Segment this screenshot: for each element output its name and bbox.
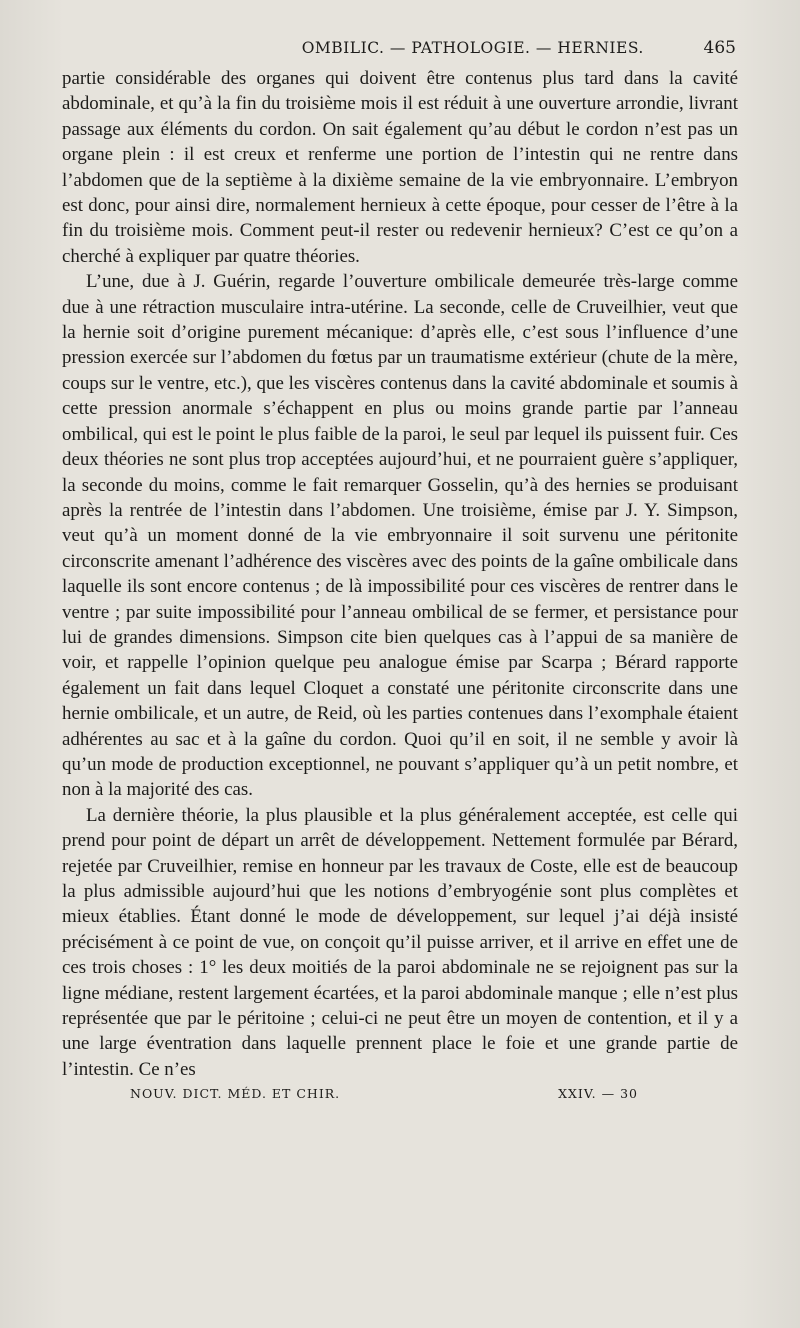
paragraph: La dernière théorie, la plus plausible et la plus généralement acceptée, est celle qui prend pour point de départ un arrêt de développement. Nettement formulée par Bérard, rejetée par Cruveilhier, remise en honneur par les travaux de Coste, elle est de beaucoup la plus admissible aujourd’hui que les notions d’embryogénie sont plus complètes et mieux établies. Étant donné le mode de développement, sur lequel j’ai déjà insisté précisément à ce point de vue, on conçoit qu’il puisse arriver, et il arrive en effet une de ces trois choses : 1° les deux moitiés de la paroi abdominale ne se rejoignent pas sur la ligne médiane, restent largement écartées, et la paroi abdominale manque ; elle n’est plus représentée que par le péritoine ; celui-ci ne peut être un moyen de contention, et il y a une large éventration dans laquelle prennent place le foie et une grande partie de l’intestin. Ce n’es [62,804,738,1080]
paragraph: partie considérable des organes qui doivent être contenus plus tard dans la cavité abdominale, et qu’à la fin du troisième mois il est réduit à une ouverture arrondie, livrant passage aux éléments du cordon. On sait également qu’au début le cordon n’est pas un organe plein : il est creux et renferme une portion de l’intestin qui ne rentre dans l’abdomen que de la septième à la dixième semaine de la vie embryonnaire. L’embryon est donc, pour ainsi dire, normalement hernieux à cette époque, pour cesser de l’être à la fin du troisième mois. Comment peut-il rester ou redevenir hernieux? C’est ce qu’on a cherché à expliquer par quatre théories. [62,68,738,267]
paragraph: L’une, due à J. Guérin, regarde l’ouverture ombilicale demeurée très-large comme due à une rétraction musculaire intra-utérine. La seconde, celle de Cruveilhier, veut que la hernie soit d’origine purement mécanique: d’après elle, c’est sous l’influence d’une pression exercée sur l’abdomen du fœtus par un traumatisme extérieur (chute de la mère, coups sur le ventre, etc.), que les viscères contenus dans la cavité abdominale et soumis à cette pression anormale s’échappent en plus ou moins grande partie par l’anneau ombilical, qui est le point le plus faible de la paroi, le seul par lequel ils puissent fuir. Ces deux théories ne sont plus trop acceptées aujourd’hui, et ne pourraient guère s’appliquer, la seconde du moins, comme le fait remarquer Gosselin, qu’à des hernies se produisant après la rentrée de l’intestin dans l’abdomen. Une troisième, émise par J. Y. Simpson, veut qu’à un moment donné de la vie embryonnaire il soit survenu une péritonite circonscrite amenant l’adhérence des viscères avec des points de la gaîne ombilicale dans laquelle ils sont encore contenus ; de là impossibilité pour ces viscères de rentrer dans le ventre ; par suite impossibilité pour l’anneau ombilical de se fermer, et persistance pour lui de grandes dimensions. Simpson cite bien quelques cas à l’appui de sa manière de voir, et rappelle l’opinion quelque peu analogue émise par Scarpa ; Bérard rapporte également un fait dans lequel Cloquet a constaté une péritonite circonscrite dans une hernie ombilicale, et un autre, de Reid, où les parties contenues dans l’exomphale étaient adhérentes au sac et à la gaîne du cordon. Quoi qu’il en soit, il ne semble y avoir là qu’un mode de production exceptionnel, ne pouvant s’appliquer qu’à un petit nombre, et non à la majorité des cas. [62,271,738,801]
page-footer [62,1086,738,1101]
page-number: 465 [703,38,736,58]
running-header [62,38,738,66]
footer-volume-signature: XXIV. — 30 [558,1086,638,1102]
footer-publication: NOUV. DICT. MÉD. ET CHIR. [130,1086,341,1102]
running-title: OMBILIC. — PATHOLOGIE. — HERNIES. [301,39,644,57]
body-text [62,66,738,1082]
